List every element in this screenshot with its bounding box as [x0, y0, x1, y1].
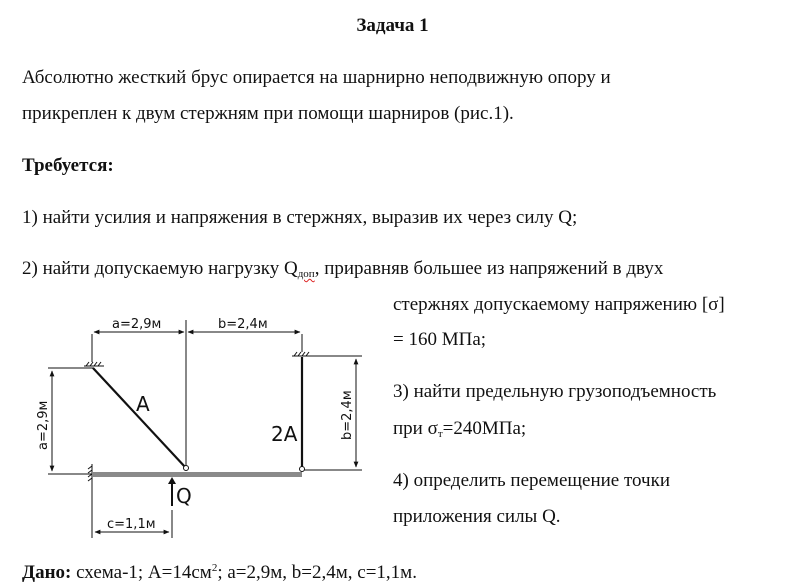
dim-b-right-label: b=2,4м — [340, 390, 355, 440]
pinned-support — [88, 464, 92, 482]
sigma-t-subscript: т — [437, 428, 443, 440]
task-title: Задача 1 — [356, 15, 429, 36]
rod-2a-label: 2A — [271, 422, 298, 446]
requirement-2-line-2: стержнях допускаемому напряжению [σ] — [393, 294, 725, 315]
intro-line-2: прикреплен к двум стержням при помощи шарниров (рис.1). — [22, 103, 514, 124]
given-text-b: ; а=2,9м, b=2,4м, с=1,1м. — [217, 562, 417, 583]
q-allow-subscript: доп — [297, 268, 315, 280]
given-superscript: 2 — [211, 562, 218, 574]
top-support-left — [84, 362, 104, 366]
requirement-2-text-b: , приравняв большее из напряжений в двух — [314, 258, 664, 279]
intro-line-1: Абсолютно жесткий брус опирается на шарнирно неподвижную опору и — [22, 67, 611, 88]
rod-a-label: A — [136, 392, 150, 416]
requirement-2-text-a: 2) найти допускаемую нагрузку Q — [22, 258, 298, 279]
requirements-heading: Требуется: — [22, 155, 114, 176]
given-label: Дано: — [22, 562, 72, 583]
requirement-3-line-1: 3) найти предельную грузоподъемность — [393, 381, 717, 402]
requirement-4-line-2: приложения силы Q. — [393, 506, 561, 527]
requirement-3-text-a: при σ — [393, 418, 438, 439]
hinge-rod-2a — [300, 467, 305, 472]
requirement-2-line-3: = 160 МПа; — [393, 329, 487, 350]
dim-a-left-label: a=2,9м — [36, 400, 51, 450]
force-q-label: Q — [176, 484, 192, 508]
requirement-4-line-1: 4) определить перемещение точки — [393, 470, 670, 491]
dim-c-bottom-label: c=1,1м — [107, 517, 156, 532]
hinge-rod-a — [184, 466, 189, 471]
rigid-beam — [93, 472, 302, 477]
force-q-arrow — [168, 477, 176, 506]
requirement-1: 1) найти усилия и напряжения в стержнях, выразив их через силу Q; — [22, 207, 578, 228]
rod-a — [93, 368, 186, 468]
dim-a-top-label: a=2,9м — [112, 317, 162, 332]
dim-b-top-label: b=2,4м — [218, 317, 268, 332]
requirement-3-text-b: =240МПа; — [442, 418, 527, 439]
given-text-a: схема-1; А=14см — [71, 562, 212, 583]
top-support-right — [292, 352, 312, 356]
dimension-left — [48, 368, 94, 474]
